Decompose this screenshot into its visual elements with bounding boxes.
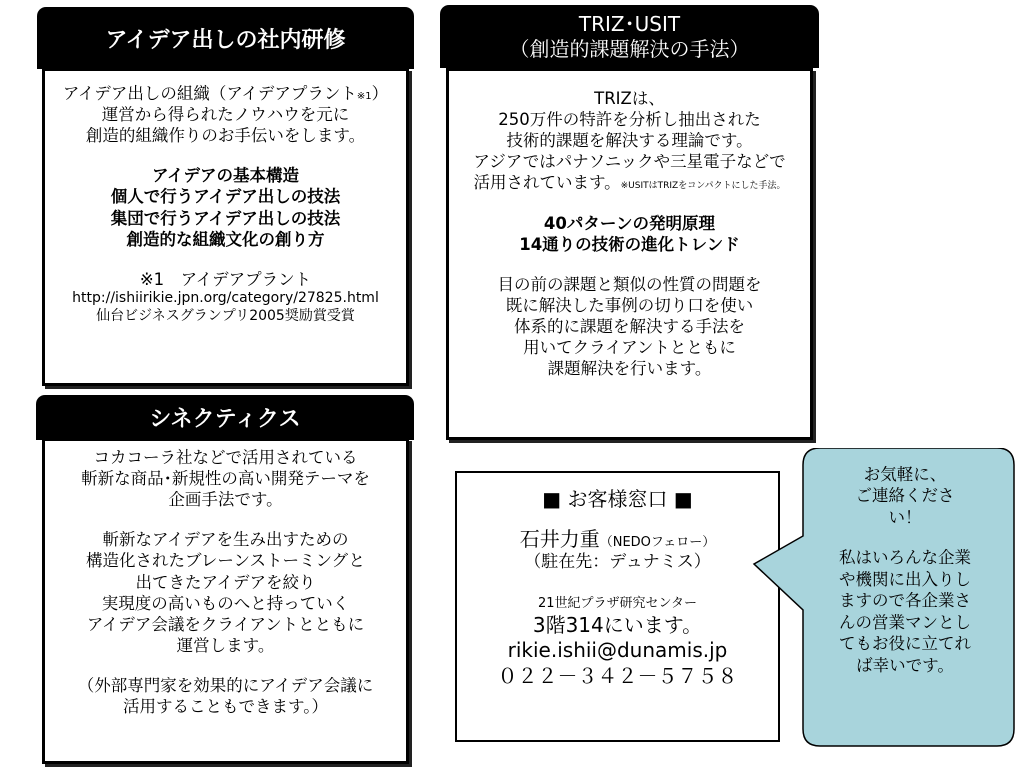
synectics-body-line: アイデア会議をクライアントとともに — [86, 614, 365, 634]
contact-stay: （駐在先：デュナミス） — [524, 552, 711, 573]
idea-topic: アイデアの基本構造 — [151, 166, 299, 186]
idea-intro-note-mark: ※1 — [356, 91, 372, 102]
synectics-intro-line: コカコーラ社などで活用されている — [93, 448, 358, 467]
idea-intro-line: 運営から得られたノウハウを元に — [101, 105, 350, 125]
idea-topic: 集団で行うアイデア出しの技法 — [110, 208, 341, 228]
triz-panel — [446, 68, 813, 440]
synectics-body-line: 出てきたアイデアを絞り — [135, 572, 316, 592]
usit-note: ※USITはTRIZをコンパクトにした手法。 — [620, 181, 786, 192]
triz-intro-line: 技術的課題を解決する理論です。 — [506, 131, 753, 151]
bubble-line: ば幸いです。 — [856, 655, 954, 675]
speech-bubble-text — [805, 464, 1005, 676]
contact-name-line — [457, 527, 778, 553]
idea-training-panel — [42, 68, 409, 386]
synectics-panel — [42, 438, 409, 764]
triz-outro-line: 既に解決した事例の切り口を使い — [505, 295, 754, 315]
idea-note-url[interactable]: http://ishiirikie.jpn.org/category/27825.html — [72, 289, 379, 306]
triz-subtitle: （創造的課題解決の手法） — [509, 36, 750, 61]
bubble-line: や機関に出入りし — [839, 569, 971, 589]
contact-phone[interactable]: ０２２－３４２－５７５８ — [497, 663, 738, 688]
synectics-body-line: 運営します。 — [176, 635, 275, 655]
triz-topic: 40パターンの発明原理 — [543, 213, 716, 233]
bubble-line: い！ — [888, 507, 922, 527]
contact-email[interactable]: rikie.ishii@dunamis.jp — [507, 638, 728, 663]
synectics-note-line: 活用することもできます。） — [123, 697, 328, 717]
bubble-line: お気軽に、 — [863, 465, 947, 484]
idea-intro-line: 創造的組織作りのお手伝いをします。 — [85, 126, 366, 146]
contact-name: 石井力重 — [519, 526, 600, 551]
contact-panel — [455, 471, 780, 742]
triz-title: TRIZ･USIT — [578, 11, 681, 36]
contact-title: ■ お客様窓口 ■ — [542, 487, 693, 511]
triz-intro-line: アジアではパナソニックや三星電子などで — [473, 152, 786, 172]
synectics-body-line: 斬新なアイデアを生み出すための — [102, 530, 349, 550]
triz-outro-line: 用いてクライアントとともに — [523, 338, 736, 358]
synectics-note-line: （外部専門家を効果的にアイデア会議に — [77, 675, 374, 695]
triz-topic: 14通りの技術の進化トレンド — [519, 234, 740, 254]
idea-note-title: ※1 アイデアプラント — [139, 269, 312, 289]
idea-topic: 個人で行うアイデア出しの技法 — [110, 187, 341, 207]
contact-role: （NEDOフェロー） — [599, 534, 716, 550]
triz-intro-line: 250万件の特許を分析し抽出された — [498, 110, 761, 130]
triz-outro-line: 課題解決を行います。 — [547, 359, 712, 379]
synectics-header — [36, 395, 414, 440]
triz-outro-line: 体系的に課題を解決する手法を — [514, 316, 745, 336]
idea-note-award: 仙台ビジネスグランプリ2005奨励賞受賞 — [96, 307, 355, 324]
bubble-line: 私はいろんな企業 — [839, 548, 971, 568]
idea-training-header — [37, 7, 414, 69]
idea-training-title: アイデア出しの社内研修 — [105, 27, 346, 53]
idea-intro-line: アイデア出しの組織（アイデアプラント※1） — [62, 84, 389, 103]
synectics-body-line: 構造化されたブレーンストーミングと — [85, 551, 365, 571]
synectics-intro-line: 斬新な商品･新規性の高い開発テーマを — [81, 469, 370, 489]
synectics-intro-line: 企画手法です。 — [168, 490, 283, 510]
triz-intro-line: TRIZは、 — [594, 89, 665, 108]
contact-room: 3階314にいます。 — [532, 612, 703, 637]
contact-org: 21世紀プラザ研究センター — [537, 595, 698, 611]
synectics-body-line: 実現度の高いものへと持っていく — [101, 593, 350, 613]
synectics-title: シネクティクス — [149, 407, 301, 432]
bubble-line: んの営業マンとし — [839, 612, 971, 632]
triz-outro-line: 目の前の課題と類似の性質の問題を — [497, 274, 762, 294]
bubble-line: ご連絡くださ — [855, 486, 955, 506]
bubble-line: てもお役に立てれ — [839, 634, 971, 654]
triz-intro-line: 活用されています。※USITはTRIZをコンパクトにした手法。 — [473, 173, 786, 193]
bubble-line: ますので各企業さ — [839, 591, 971, 611]
triz-header — [440, 5, 819, 68]
idea-topic: 創造的な組織文化の創り方 — [126, 229, 325, 249]
